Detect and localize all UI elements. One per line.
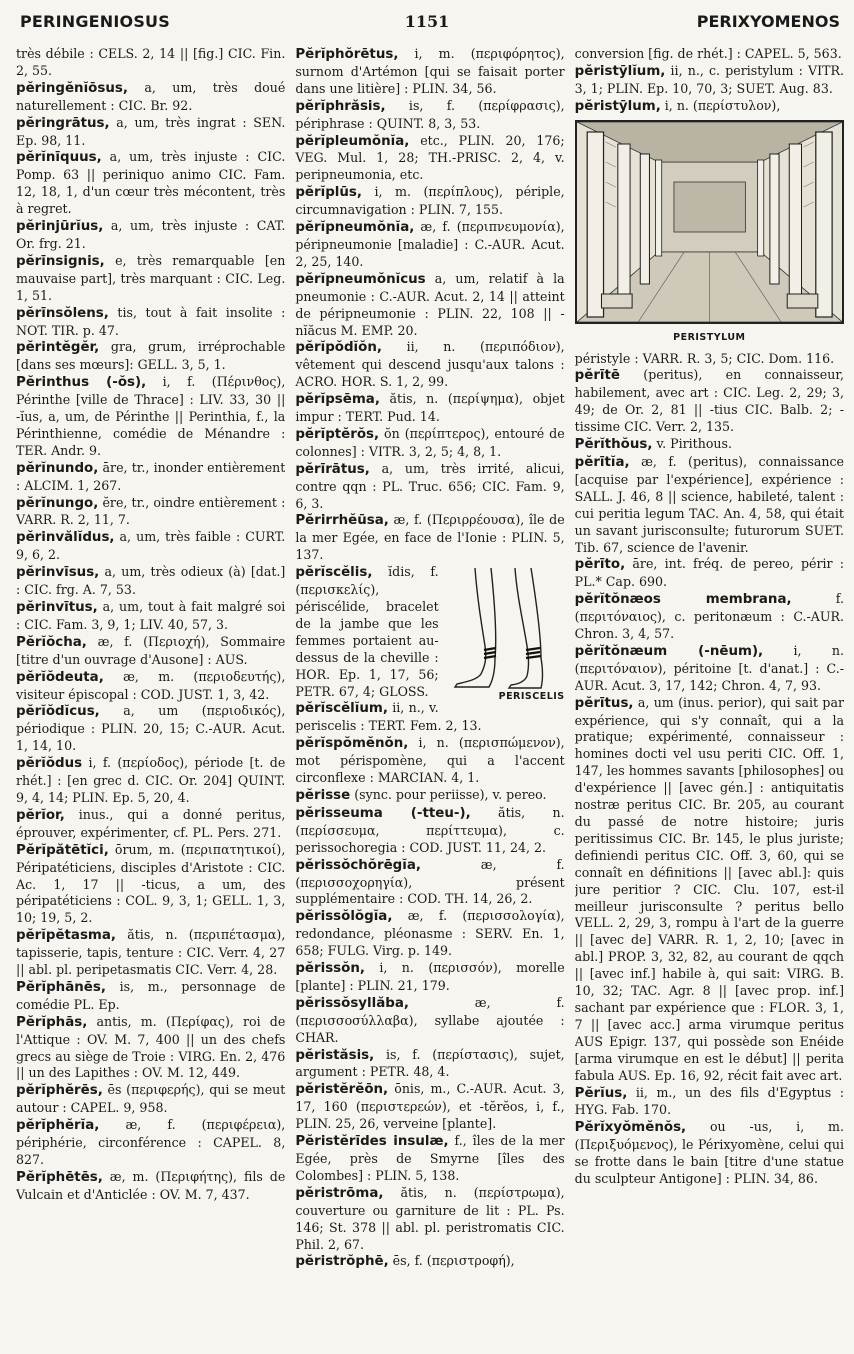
entry-definition: ii, n., v. periscelis : TERT. Fem. 2, 13. [295,700,482,734]
dictionary-entry [16,495,285,530]
dictionary-entry [575,1085,844,1120]
entry-headword: pĕrĭŏdeuta, [16,669,104,685]
dictionary-entry [16,1117,285,1169]
dictionary-entry [575,367,844,436]
entry-headword: pĕrĭscĕlis, [295,565,373,581]
entry-definition: ĭdis, f. (περισκελίς), périscélide, bracelet de la jambe que les femmes portaient au-dessus de la cheville : HOR. Ep. 1, 17, 56; PETR. 67, 4; GLOSS. [295,564,439,699]
dictionary-entry [295,219,564,271]
dictionary-entry [295,46,564,98]
entry-headword: pĕrissŏn, [295,961,365,977]
dictionary-entry [295,1253,564,1271]
dictionary-entry [16,669,285,704]
entry-headword: pĕrĭplūs, [295,185,362,201]
dictionary-entry [295,787,564,805]
entry-headword: pĕrĭpsēma, [295,392,380,408]
dictionary-entry [16,703,285,755]
entry-headword: pĕrĭpleumŏnĭa, [295,133,410,149]
entry-definition: ătis, n. (περίσσευμα, περίττευμα), c. perissochoregia : COD. JUST. 11, 24, 2. [295,804,565,855]
entry-headword: Pĕristĕrīdes insulæ, [295,1134,449,1150]
header-left-guide-word: PERINGENIOSUS [20,12,170,31]
dictionary-entry [295,339,564,391]
periscelis-caption: PERISCELIS [498,691,565,703]
entry-headword: Pĕrĭphŏrētus, [295,47,399,62]
entry-headword: pĕrĭtŏnæum (-nēum), [574,643,764,659]
page-number: 1151 [404,12,450,31]
entry-headword: pĕrītē [574,368,621,384]
dictionary-entry [295,271,564,340]
entry-definition: ŏn (περίπτερος), entouré de colonnes] : VITR. 3, 2, 5; 4, 8, 1. [295,425,565,459]
entry-definition: a, um, tout à fait malgré soi : CIC. Fam. 3, 9, 1; LIV. 40, 57, 3. [16,599,286,632]
dictionary-entry [16,842,285,928]
dictionary-entry [295,857,564,909]
entry-definition: ĕre, tr., oindre entièrement : VARR. R. 2, 11, 7. [16,494,286,528]
entry-headword: Pĕrĭthŏus, [574,437,653,453]
entry-headword: pĕristăsis, [295,1047,375,1063]
entry-definition: a, um, très odieux (à) [dat.] : CIC. frg. A. 7, 53. [16,564,286,598]
entry-definition: ēs (περιφερής), qui se meut autour : CAPEL. 9, 958. [16,1082,286,1116]
entry-definition: ōrum, m. (περιπατητικοί), Péripatéticiens, disciples d'Aristote : CIC. Ac. 1, 17 || -ticus, a um, des péripatéticiens : COL. 9, 3, 1; GELL. 1, 3, 10; 19, 5, 2. [16,841,286,926]
entry-definition: ii, m., un des fils d'Egyptus : HYG. Fab. 170. [574,1084,844,1118]
dictionary-entry [16,599,285,634]
peristylum-caption: PERISTYLUM [673,331,746,343]
entry-definition: æ, f. (περισσοσύλλαβα), syllabe ajoutée : CHAR. [295,994,565,1045]
entry-headword: pĕrissŏsyllăba, [295,995,409,1011]
entry-definition: etc., PLIN. 20, 176; VEG. Mul. 1, 28; TH.-PRISC. 2, 4, v. peripneumonia, etc. [295,132,565,183]
dictionary-entry [575,695,844,1085]
dictionary-entry [16,460,285,495]
entry-headword: pĕristrŏphē, [295,1254,389,1270]
page-header [0,0,854,40]
dictionary-entry [16,305,285,340]
entry-definition: inus., qui a donné peritus, éprouver, expérimenter, cf. PL. Pers. 271. [16,806,286,840]
dictionary-entry [575,591,844,643]
entry-definition: æ, f. (peritus), connaissance [acquise par l'expérience], expérience : SALL. J. 46, 8 || science, habileté, talent : cui peritia legum TAC. An. 4, 58, qui était un savant jurisconsulte; futurorum SUET. Tib. 67, science de l'avenir. [574,453,844,555]
dictionary-entry [295,1081,564,1133]
dictionary-entry [16,807,285,842]
entry-definition: æ, f. (Περιρρέουσα), île de la mer Egée, en face de l'Ionie : PLIN. 5, 137. [295,512,565,563]
entry-definition: i, m. (περιφόρητος), surnom d'Artémon [qui se faisait porter dans une litière] : PLIN. 34, 56. [295,46,565,96]
entry-definition: i, n. (περίστυλον), [660,97,781,113]
dictionary-entry [16,80,285,115]
entry-definition: ătis, n. (περίψημα), objet impur : TERT. Pud. 14. [295,391,565,425]
entry-headword: pĕrĭŏdus [16,756,83,772]
dictionary-entry [16,46,285,80]
entry-headword: pĕrīrātus, [295,461,370,477]
entry-headword: Pĕrĭphās, [16,1014,88,1030]
entry-headword: pĕristrōma, [295,1185,384,1201]
entry-headword: pĕrĭor, [16,807,65,823]
entry-definition: ătis, n. (περίστρωμα), couverture ou garniture de lit : PL. Ps. 146; St. 378 || abl. pl. peristromatis CIC. Phil. 2, 67. [295,1184,565,1252]
entry-headword: pĕrĭscĕlĭum, [295,701,388,717]
dictionary-entry [295,1047,564,1082]
dictionary-entry [575,643,844,695]
entry-headword: pĕrĭŏdĭcus, [16,704,100,720]
entry-headword: pĕrĭphĕrĭa, [16,1118,100,1134]
dictionary-entry [16,374,285,460]
dictionary-entry [295,184,564,219]
entry-headword: pĕrītus, [574,695,634,711]
entry-definition: æ, f. (Περιοχή), Sommaire [titre d'un ouvrage d'Ausone] : AUS. [16,633,286,667]
entry-headword: pĕringĕnĭōsus, [16,80,128,96]
periscelis-illustration [445,566,565,706]
entry-definition: ōnis, m., C.-AUR. Acut. 3, 17, 160 (περιστερεών), et -tĕrĕos, i, f., PLIN. 25, 26, verveine [plante]. [295,1081,565,1132]
entry-headword: pĕrĭtŏnæos membrana, [574,592,792,608]
entry-definition: ou -us, i, m. (Περιξυόμενος), le Périxyomène, celui qui se frotte dans le bain [titre d'une statue du sculpteur Antigone] : PLIN. 34, 86. [574,1119,844,1187]
dictionary-entry [16,218,285,253]
dictionary-entry [16,115,285,150]
entry-headword: Pĕrinthus (-ŏs), [16,375,147,391]
dictionary-entry [575,63,844,98]
dictionary-entry [295,735,564,787]
dictionary-entry [295,995,564,1047]
entry-headword: pĕrĭpĕtasma, [16,928,117,944]
entry-definition: i, f. (Πέρινθος), Périnthe [ville de Thrace] : LIV. 33, 30 || -ĭus, a, um, de Périnthe || Perinthia, f., la Périnthienne, comédie de Ménandre : TER. Andr. 9. [16,374,286,458]
dictionary-entry [295,1185,564,1254]
entry-headword: Pĕrĭus, [574,1085,628,1101]
entry-definition: a, um, très faible : CURT. 9, 6, 2. [16,529,286,563]
entry-definition: æ, m. (περιοδευτής), visiteur épiscopal : COD. JUST. 1, 3, 42. [16,668,286,702]
entry-headword: pĕrĭnungo, [16,495,99,511]
entry-definition: conversion [fig. de rhét.] : CAPEL. 5, 563. [574,46,842,61]
dictionary-entry [575,436,844,454]
entry-headword: Pĕrirrhĕūsa, [295,513,389,529]
entry-definition: v. Pirithous. [652,436,732,452]
entry-definition: très débile : CELS. 2, 14 || [fig.] CIC. Fin. 2, 55. [16,46,286,78]
entry-definition: ii, n., c. peristylum : VITR. 3, 1; PLIN. Ep. 10, 70, 3; SUET. Aug. 83. [574,62,844,96]
entry-definition: æ, m. (Περιφήτης), fils de Vulcain et d'Anticlée : OV. M. 7, 437. [16,1168,286,1202]
entry-definition: a, um, très ingrat : SEN. Ep. 98, 11. [16,114,286,148]
dictionary-entry [575,46,844,63]
entry-definition: (peritus), en connaisseur, habilement, avec art : CIC. Leg. 2, 29; 3, 49; de Or. 2, 81 || -tius CIC. Balb. 2; -tissime CIC. Verr. 2, 135. [574,367,844,435]
dictionary-entry [16,1082,285,1117]
dictionary-entry [16,634,285,669]
entry-definition: a, um, très injuste : CIC. Pomp. 63 || periniquo animo CIC. Fam. 12, 18, 1, d'un cœur très mécontent, très à regret. [16,149,286,217]
entry-headword: pĕrisse [295,787,351,803]
entry-definition: ii, n. (περιπόδιον), vêtement qui descend jusqu'aux talons : ACRO. HOR. S. 1, 2, 99. [295,339,565,390]
entry-definition: æ, f. (περιφέρεια), périphérie, circonférence : CAPEL. 8, 827. [16,1117,286,1167]
entry-definition: tis, tout à fait insolite : NOT. TIR. p. 47. [16,304,286,338]
entry-definition: is, m., personnage de comédie PL. Ep. [16,978,286,1012]
dictionary-entry [295,461,564,513]
entry-headword: pĕrinvītus, [16,600,98,615]
entry-definition: æ, f. (περισσοχορηγία), présent supplémentaire : COD. TH. 14, 26, 2. [295,856,565,907]
entry-headword: pĕrĭphĕrēs, [16,1083,103,1099]
entry-headword: pĕrissŏchŏrēgĭa, [295,857,421,873]
dictionary-entry [575,454,844,556]
entry-definition: is, f. (περίφρασις), périphrase : QUINT. 8, 3, 53. [295,97,565,131]
dictionary-entry [295,391,564,426]
entry-headword: pĕrinjūrĭus, [16,219,104,235]
entry-definition: is, f. (περίστασις), sujet, argument : PETR. 48, 4. [295,1046,565,1080]
dictionary-entry [295,1133,564,1185]
entry-headword: pĕrinvīsus, [16,565,100,581]
entry-headword: pĕrĭpneumŏnĭa, [295,220,415,236]
column-3 [575,46,844,1348]
entry-definition: a, um, très irrité, alicui, contre qqn : PL. Truc. 656; CIC. Fam. 9, 6, 3. [295,460,565,511]
dictionary-entry [575,1119,844,1188]
dictionary-entry [16,755,285,807]
entry-headword: pĕrītĭa, [574,454,630,470]
dictionary-entry [16,149,285,218]
entry-headword: pĕrĭpŏdĭŏn, [295,340,382,356]
entry-headword: pĕrĭptĕrŏs, [295,426,380,442]
entry-headword: Pĕrĭphētēs, [16,1169,103,1185]
entry-definition: e, très remarquable [en mauvaise part], très marquant : CIC. Leg. 1, 51. [16,252,286,303]
entry-headword: pĕristȳlum, [574,98,661,114]
dictionary-entry [16,529,285,564]
dictionary-entry [295,805,564,857]
dictionary-entry [16,1014,285,1083]
dictionary-entry [295,133,564,185]
entry-definition: péristyle : VARR. R. 3, 5; CIC. Dom. 116. [574,350,835,366]
entry-definition: a, um, relatif à la pneumonie : C.-AUR. Acut. 2, 14 || atteint de péripneumonie : PLIN. 22, 108 || -nĭăcus M. EMP. 20. [295,270,565,338]
entry-definition: f. (περιτόναιος), c. peritonæum : C.-AUR. Chron. 3, 4, 57. [574,591,844,642]
column-2 [295,46,564,1348]
entry-definition: i, m. (περίπλους), périple, circumnavigation : PLIN. 7, 155. [295,184,565,218]
entry-headword: pĕrĭnīquus, [16,150,102,166]
entry-headword: Pĕrĭpătētĭci, [16,842,109,858]
dictionary-entry [16,927,285,979]
entry-headword: pĕrĭphrăsis, [295,98,386,114]
entry-definition: i, n. (περισσόν), morelle [plante] : PLIN. 21, 179. [295,960,565,993]
dictionary-entry [295,512,564,564]
entry-definition: a, um, très doué naturellement : CIC. Br. 92. [16,79,286,113]
column-1 [16,46,285,1348]
entry-definition: gra, grum, irréprochable [dans ses mœurs]: GELL. 3, 5, 1. [16,339,286,373]
entry-headword: pĕrīto, [574,557,626,573]
entry-definition: æ, f. (περιπνευμονία), péripneumonie [maladie] : C.-AUR. Acut. 2, 25, 140. [295,219,565,269]
dictionary-entry [575,351,844,368]
entry-definition: a, um, très injuste : CAT. Or. frg. 21. [16,218,286,251]
dictionary-entry [295,908,564,960]
entry-headword: pĕringrātus, [16,115,110,131]
entry-definition: ēs, f. (περιστροφή), [388,1253,515,1269]
entry-headword: pĕrissŏlŏgĭa, [295,909,393,925]
entry-headword: pĕrisseuma (-tteu-), [295,805,471,821]
entry-headword: Pĕrĭphānēs, [16,979,106,995]
entry-headword: pĕrinvălĭdus, [16,530,115,546]
entry-definition: āre, tr., inonder entièrement : ALCIM. 1, 267. [16,459,286,493]
dictionary-columns [16,46,844,1348]
entry-definition: āre, int. fréq. de pereo, périr : PL.* Cap. 690. [574,556,844,590]
entry-definition: i, n. (περισπώμενον), mot périspomène, qui a l'accent circonflexe : MARCIAN. 4, 1. [295,735,565,786]
entry-headword: pĕristȳlĭum, [574,63,666,79]
entry-headword: pĕrīnsignis, [16,253,105,269]
entry-definition: a, um (περιοδικός), périodique : PLIN. 20, 15; C.-AUR. Acut. 1, 14, 10. [16,703,286,754]
entry-definition: i, f. (περίοδος), période [t. de rhét.] : [en grec d. CIC. Or. 204] QUINT. 9, 4, 14; PLIN. Ep. 5, 20, 4. [16,755,286,805]
dictionary-entry [16,564,285,599]
dictionary-entry [295,426,564,461]
entry-definition: ătis, n. (περιπέτασμα), tapisserie, tapis, tenture : CIC. Verr. 4, 27 || abl. pl. peripetasmatis CIC. Verr. 4, 28. [16,927,286,978]
entry-headword: Pĕrĭxyŏmĕnŏs, [574,1120,687,1136]
entry-definition: (sync. pour periisse), v. pereo. [350,786,547,802]
dictionary-entry [16,339,285,374]
dictionary-entry [16,253,285,305]
header-right-guide-word: PERIXYOMENOS [696,12,840,31]
dictionary-entry [295,960,564,995]
entry-definition: a, um (inus. perior), qui sait par expérience, qui s'y connaît, qui a la pratique; expérimenté, connaisseur : homines docti vel usu periti CIC. Off. 1, 147, les hommes savants [philosophes] ou d'expérience || [avec gén.] : antiquitatis nostræ peritus CIC. Br. 205, au courant du passé de notre histoire; juris peritissimus CIC. Br. 145, le plus juriste; definiendi peritus CIC. Off. 3, 60, qui se connaît en définitions || [avec abl.]: quis jure peritior ? CIC. Clu. 107, est-il meilleur jurisconsulte ? peritus bello VELL. 2, 29, 3, rompu à l'art de la guerre || [avec de] VARR. R. 1, 2, 10; [avec in abl.] PROP. 3, 32, 82, au courant de qqch || [avec inf.] habile à, qui sait: VIRG. B. 10, 32; TAC. Agr. 8 || [avec prop. inf.] sachant par expérience que : FLOR. 3, 1, 7 || [avec acc.] arma virumque peritus AUS Epigr. 137, qui possède son Enéide [arma virumque en est le début] || perita fabula AUS. Ep. 16, 92, récit fait avec art. [574,694,844,1083]
dictionary-entry [575,98,844,116]
entry-headword: pĕrĭnundo, [16,460,99,476]
peristylum-illustration [575,120,844,324]
entry-definition: f., îles de la mer Egée, près de Smyrne [îles des Colombes] : PLIN. 5, 138. [295,1133,565,1183]
entry-headword: Pĕrĭŏcha, [16,634,87,650]
dictionary-entry [16,979,285,1014]
entry-headword: pĕrĭpneumŏnĭcus [295,271,426,287]
entry-definition: antis, m. (Περίφας), roi de l'Attique : OV. M. 7, 400 || un des chefs grecs au siège de Troie : VIRG. En. 2, 476 || un des Lapithes : OV. M. 12, 449. [16,1013,286,1081]
entry-headword: pĕristĕrĕōn, [295,1082,389,1098]
entry-definition: æ, f. (περισσολογία), redondance, pléonasme : SERV. En. 1, 658; FULG. Virg. p. 149. [295,908,565,959]
entry-headword: pĕrĭspŏmĕnŏn, [295,736,409,752]
entry-headword: pĕrīnsŏlens, [16,305,109,321]
entry-definition: i, n. (περιτόναιον), péritoine [t. d'anat.] : C.-AUR. Acut. 3, 17, 142; Chron. 4, 7, 93. [574,642,844,693]
dictionary-entry [295,98,564,133]
entry-headword: pĕrintĕgĕr, [16,340,100,356]
dictionary-entry [16,1169,285,1204]
dictionary-entry [575,556,844,591]
